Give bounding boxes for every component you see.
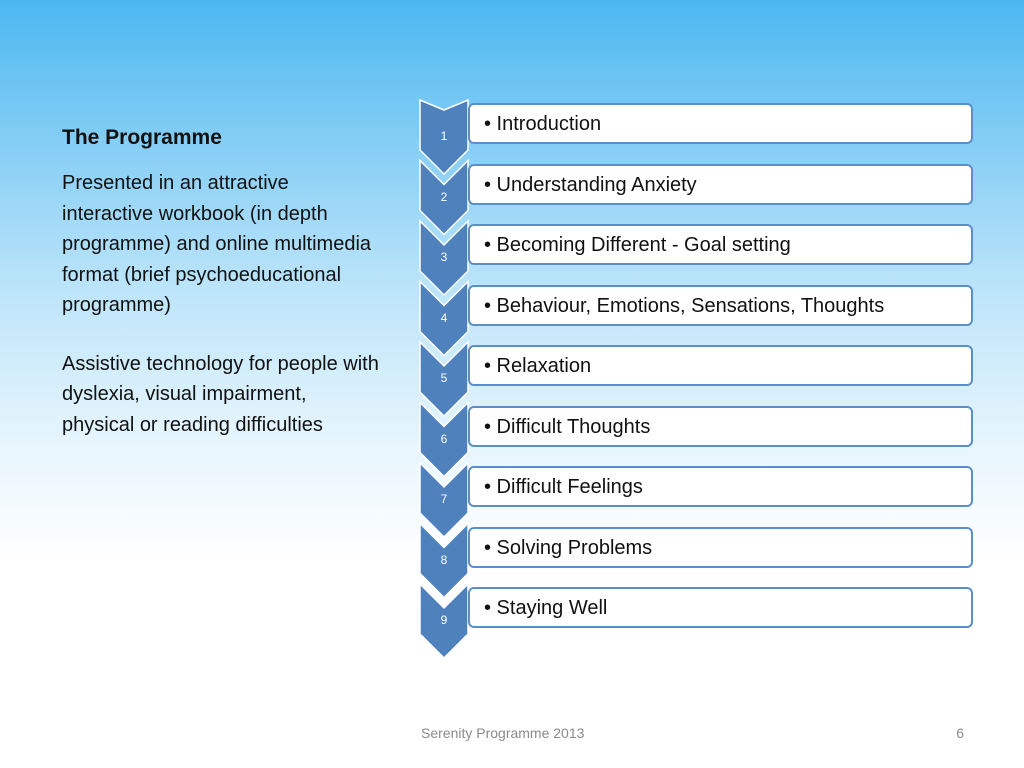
slide-number: 6 <box>956 725 964 741</box>
step-number: 2 <box>440 189 448 204</box>
step-box <box>468 406 973 447</box>
step-label: • Solving Problems <box>484 536 653 559</box>
step-label: • Relaxation <box>484 355 592 377</box>
step-number: 8 <box>440 552 448 567</box>
step-box <box>468 224 973 265</box>
paragraph-assistive-tech: Assistive technology for people with dyslexia, visual impairment, physical or reading difficulties <box>62 352 379 436</box>
step-number: 3 <box>440 250 448 264</box>
step-label: • Understanding Anxiety <box>484 173 697 196</box>
step-number: 6 <box>440 431 448 446</box>
paragraph-format: Presented in an attractive interactive workbook (in depth programme) and online multimedia format (brief psychoeducational programme) <box>62 172 372 316</box>
step-box <box>468 103 973 144</box>
step-number: 4 <box>440 310 448 325</box>
step-number: 1 <box>440 129 448 143</box>
step-number: 7 <box>440 492 448 506</box>
step-box <box>468 164 973 205</box>
step-number: 5 <box>440 371 448 385</box>
section-title: The Programme <box>62 126 222 149</box>
step-box <box>468 527 973 568</box>
step-box <box>468 466 973 507</box>
step-label: • Behaviour, Emotions, Sensations, Thoughts <box>484 294 885 317</box>
step-label: • Staying Well <box>484 597 608 619</box>
step-number: 9 <box>440 613 448 627</box>
step-box <box>468 285 973 326</box>
step-box <box>468 587 973 628</box>
step-box <box>468 345 973 386</box>
step-label: • Introduction <box>484 113 602 135</box>
step-label: • Difficult Feelings <box>484 476 643 498</box>
step-label: • Becoming Different - Goal setting <box>484 234 791 256</box>
step-label: • Difficult Thoughts <box>484 415 651 438</box>
footer-text: Serenity Programme 2013 <box>421 725 585 741</box>
